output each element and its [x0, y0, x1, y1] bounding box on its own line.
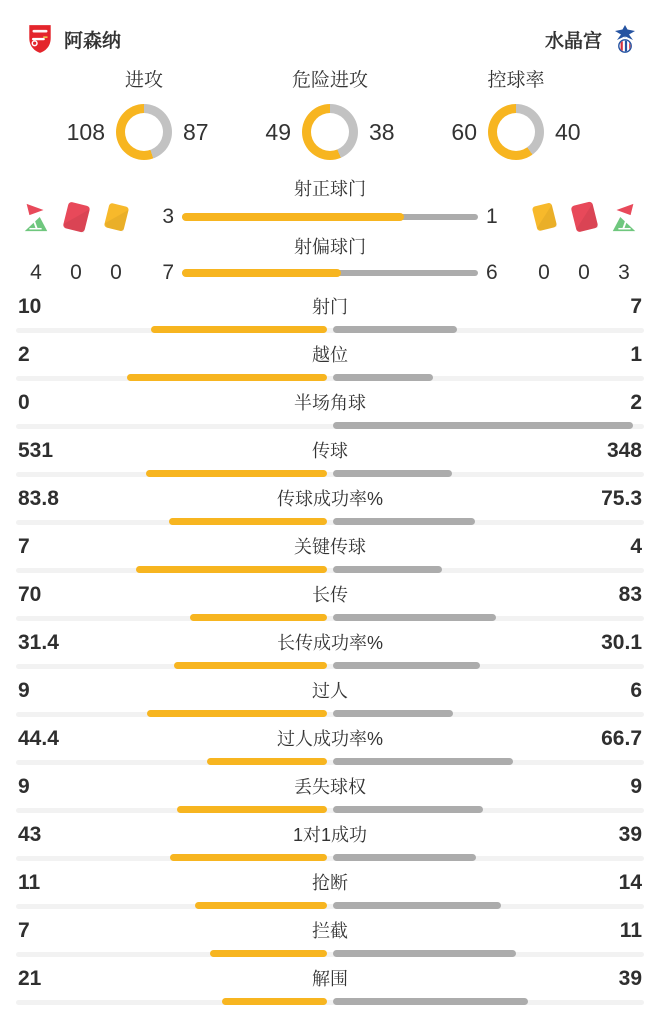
- stat-row: [0, 626, 660, 674]
- stat-bar-home-fill: [147, 710, 327, 717]
- stat-bar: [0, 854, 660, 862]
- stat-row: [0, 530, 660, 578]
- stat-bar-away-fill: [333, 806, 483, 813]
- stat-bar-track: [16, 568, 644, 573]
- stat-row: [0, 578, 660, 626]
- home-red-cards-count: 0: [70, 261, 82, 284]
- stat-bar-track: [16, 904, 644, 909]
- stat-bar-track: [16, 808, 644, 813]
- stat-label: 关键传球: [294, 537, 366, 557]
- stat-bar-away-fill: [333, 902, 501, 909]
- home-team: [26, 24, 121, 54]
- stat-bar-home-fill: [190, 614, 327, 621]
- stats-list: [0, 290, 660, 1010]
- stat-bar-home-fill: [170, 854, 327, 861]
- stat-bar-away-fill: [333, 998, 528, 1005]
- stat-bar-away-fill: [333, 662, 480, 669]
- shots-off-target-away-value: 6: [486, 261, 498, 284]
- stat-bar-away-fill: [333, 950, 516, 957]
- stat-away-value: 14: [618, 871, 642, 894]
- away-team-name: 水晶宫: [544, 30, 602, 52]
- away-discipline-values: [524, 261, 644, 285]
- stat-bar-away-fill: [333, 470, 452, 477]
- stat-bar-away-fill: [333, 614, 496, 621]
- stat-row: [0, 962, 660, 1010]
- stat-row: [0, 914, 660, 962]
- stat-label: 射门: [312, 297, 348, 317]
- stat-bar-home-fill: [207, 758, 327, 765]
- stat-away-value: 6: [630, 679, 642, 702]
- red-card-icon: [561, 198, 607, 237]
- attack-donut-chart: [116, 104, 172, 160]
- donut-attack-home-value: 108: [66, 118, 105, 145]
- shots-section: [0, 178, 660, 288]
- stat-bar-away-fill: [333, 710, 453, 717]
- stat-home-value: 9: [18, 679, 30, 702]
- donut-possession-away-value: 40: [555, 118, 581, 145]
- stat-bar: [0, 422, 660, 430]
- stat-row: [0, 674, 660, 722]
- shots-on-target-row: [0, 200, 660, 234]
- stat-label: 过人: [312, 681, 348, 701]
- stat-bar-away-fill: [333, 374, 433, 381]
- stat-away-value: 1: [630, 343, 642, 366]
- stat-bar-home-fill: [210, 950, 327, 957]
- away-discipline-icons: [524, 202, 644, 232]
- stat-label: 抢断: [312, 873, 348, 893]
- away-red-cards-count: 0: [578, 261, 590, 284]
- dangerous-attack-donut-chart: [302, 104, 358, 160]
- yellow-card-icon: [93, 199, 139, 236]
- donut-attack-title: 进攻: [124, 70, 163, 91]
- stat-bar-track: [16, 760, 644, 765]
- stat-home-value: 0: [18, 391, 30, 414]
- stat-row: [0, 338, 660, 386]
- stat-home-value: 83.8: [18, 487, 59, 510]
- away-yellow-cards-count: 0: [538, 261, 550, 284]
- donut-possession-title: 控球率: [487, 70, 545, 91]
- stat-label: 长传: [312, 585, 348, 605]
- stat-away-value: 66.7: [601, 727, 642, 750]
- stat-row: [0, 386, 660, 434]
- crystal-palace-badge-icon: [612, 24, 638, 54]
- stat-bar-track: [16, 376, 644, 381]
- stat-bar-home-fill: [151, 326, 327, 333]
- stat-home-value: 21: [18, 967, 42, 990]
- stat-bar-home-fill: [127, 374, 327, 381]
- stat-home-value: 43: [18, 823, 42, 846]
- stat-bar: [0, 326, 660, 334]
- stat-bar: [0, 662, 660, 670]
- shots-on-target-bar-home: [182, 213, 404, 221]
- yellow-card-icon: [521, 199, 567, 236]
- stat-bar: [0, 902, 660, 910]
- donut-dangerous-attack-away-value: 38: [369, 118, 395, 145]
- shots-on-target-title: 射正球门: [294, 179, 366, 199]
- away-corners-count: 3: [618, 261, 630, 284]
- corner-flag-icon: [604, 202, 644, 232]
- stat-bar-track: [16, 472, 644, 477]
- donut-possession-home-value: 60: [451, 118, 477, 145]
- stat-bar: [0, 950, 660, 958]
- stat-away-value: 9: [630, 775, 642, 798]
- stat-home-value: 44.4: [18, 727, 59, 750]
- stat-bar-away-fill: [333, 566, 442, 573]
- overview-donuts: [51, 70, 609, 160]
- home-discipline-icons: [16, 202, 136, 232]
- stat-bar-track: [16, 328, 644, 333]
- stat-label: 传球: [312, 441, 348, 461]
- stat-away-value: 39: [618, 823, 642, 846]
- donut-attack-away-value: 87: [183, 118, 209, 145]
- stat-bar: [0, 566, 660, 574]
- shots-off-target-title: 射偏球门: [294, 237, 366, 257]
- stat-home-value: 7: [18, 535, 30, 558]
- stat-home-value: 2: [18, 343, 30, 366]
- red-card-icon: [53, 198, 99, 237]
- stat-bar-home-fill: [195, 902, 327, 909]
- stat-bar-away-fill: [333, 854, 476, 861]
- home-yellow-cards-count: 0: [110, 261, 122, 284]
- stat-bar: [0, 710, 660, 718]
- shots-off-target-bar: [182, 269, 478, 277]
- stat-bar-home-fill: [136, 566, 327, 573]
- stat-bar: [0, 470, 660, 478]
- donut-possession: [423, 70, 609, 160]
- stat-bar-away-fill: [333, 758, 513, 765]
- home-discipline-values: [16, 261, 136, 285]
- stat-home-value: 7: [18, 919, 30, 942]
- stat-bar-away-fill: [333, 422, 633, 429]
- stat-label: 解围: [312, 969, 348, 989]
- stat-bar-track: [16, 856, 644, 861]
- stat-row: [0, 434, 660, 482]
- stat-home-value: 9: [18, 775, 30, 798]
- home-team-name: 阿森纳: [64, 30, 122, 52]
- donut-dangerous-attack-home-value: 49: [265, 118, 291, 145]
- donut-dangerous-attack: [237, 70, 423, 160]
- stat-row: [0, 770, 660, 818]
- stat-label: 拦截: [312, 921, 348, 941]
- stat-bar: [0, 998, 660, 1006]
- donut-attack: [51, 70, 237, 160]
- possession-donut-chart: [488, 104, 544, 160]
- stat-away-value: 83: [618, 583, 642, 606]
- shots-off-target-row: [0, 258, 660, 288]
- stat-bar-track: [16, 664, 644, 669]
- match-header: [0, 0, 660, 64]
- stat-bar-track: [16, 1000, 644, 1005]
- stat-away-value: 11: [619, 919, 642, 942]
- stat-bar-away-fill: [333, 326, 457, 333]
- shots-on-target-away-value: 1: [486, 205, 498, 228]
- stat-away-value: 2: [630, 391, 642, 414]
- shots-off-target-home-value: 7: [162, 261, 174, 284]
- stat-bar-track: [16, 952, 644, 957]
- stat-home-value: 11: [18, 871, 41, 894]
- stat-bar: [0, 758, 660, 766]
- stat-label: 越位: [312, 345, 348, 365]
- stat-away-value: 348: [606, 439, 642, 462]
- stat-label: 1对1成功: [292, 825, 368, 845]
- stat-home-value: 70: [18, 583, 42, 606]
- stat-bar-track: [16, 520, 644, 525]
- stat-row: [0, 722, 660, 770]
- stat-row: [0, 482, 660, 530]
- shots-on-target-home-value: 3: [162, 205, 174, 228]
- stat-label: 过人成功率%: [276, 729, 383, 749]
- away-team: [545, 24, 638, 54]
- stat-bar: [0, 374, 660, 382]
- corner-flag-icon: [16, 202, 56, 232]
- stat-bar-track: [16, 712, 644, 717]
- stat-row: [0, 866, 660, 914]
- stat-away-value: 4: [630, 535, 642, 558]
- stat-label: 半场角球: [294, 393, 366, 413]
- stat-home-value: 531: [18, 439, 54, 462]
- stat-away-value: 30.1: [601, 631, 642, 654]
- donut-dangerous-attack-title: 危险进攻: [291, 70, 368, 91]
- home-corners-count: 4: [30, 261, 42, 284]
- stat-bar-home-fill: [222, 998, 327, 1005]
- stat-home-value: 31.4: [18, 631, 59, 654]
- stat-bar-home-fill: [146, 470, 327, 477]
- stat-bar-home-fill: [174, 662, 327, 669]
- stat-bar: [0, 614, 660, 622]
- stat-bar: [0, 806, 660, 814]
- arsenal-badge-icon: [26, 24, 54, 54]
- stat-bar-away-fill: [333, 518, 475, 525]
- stat-row: [0, 290, 660, 338]
- shots-on-target-bar: [182, 213, 478, 221]
- stat-away-value: 7: [630, 295, 642, 318]
- stat-home-value: 10: [18, 295, 42, 318]
- stat-label: 传球成功率%: [276, 489, 383, 509]
- stat-row: [0, 818, 660, 866]
- stat-away-value: 75.3: [601, 487, 642, 510]
- stat-bar-track: [16, 616, 644, 621]
- stat-label: 丢失球权: [294, 777, 366, 797]
- stat-away-value: 39: [618, 967, 642, 990]
- stat-bar: [0, 518, 660, 526]
- stat-bar-home-fill: [177, 806, 327, 813]
- shots-off-target-bar-home: [182, 269, 341, 277]
- stat-label: 长传成功率%: [276, 633, 383, 653]
- stat-bar-home-fill: [169, 518, 327, 525]
